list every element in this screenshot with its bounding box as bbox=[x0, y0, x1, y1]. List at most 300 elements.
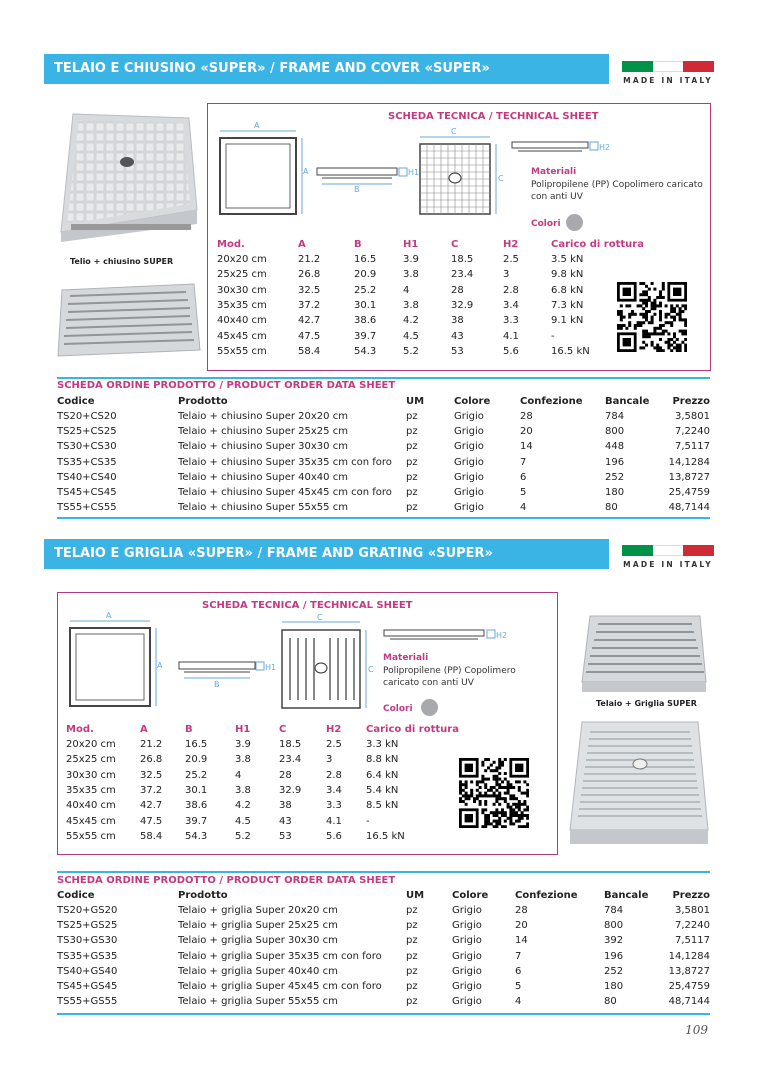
table-cell: 4 bbox=[515, 996, 522, 1008]
table-cell: Grigio bbox=[452, 905, 482, 917]
table-cell: 7 bbox=[520, 456, 527, 468]
table-cell: 7,2240 bbox=[675, 426, 710, 438]
column-header: H2 bbox=[326, 724, 342, 735]
table-cell: 20 bbox=[515, 920, 528, 932]
order-bottom-rule bbox=[57, 1013, 710, 1015]
table-cell: 7,5117 bbox=[675, 935, 710, 947]
table-cell: 4.1 bbox=[326, 815, 342, 827]
colors-label: Colori bbox=[531, 219, 561, 229]
table-cell: 25,4759 bbox=[668, 981, 710, 993]
table-cell: 38.6 bbox=[185, 800, 208, 812]
table-row bbox=[57, 470, 710, 485]
table-cell: 18.5 bbox=[279, 739, 302, 751]
table-row bbox=[66, 752, 476, 767]
dim-c-label: C bbox=[317, 613, 323, 622]
table-cell: 5.6 bbox=[503, 345, 519, 357]
table-cell: 3.8 bbox=[235, 754, 251, 766]
grating-product-photo bbox=[568, 718, 711, 850]
table-cell: Grigio bbox=[454, 441, 484, 453]
dim-c-side-label: C bbox=[368, 665, 374, 674]
dim-a-label: A bbox=[106, 612, 112, 620]
column-header: C bbox=[279, 724, 287, 735]
table-cell: 7,2240 bbox=[675, 920, 710, 932]
table-cell: 3,5801 bbox=[675, 905, 710, 917]
table-cell: TS40+GS40 bbox=[57, 965, 118, 977]
table-row bbox=[66, 768, 476, 783]
table-cell: 32.9 bbox=[451, 300, 474, 312]
table-cell: 3.8 bbox=[403, 269, 419, 281]
table-cell: 48,7144 bbox=[668, 502, 710, 514]
table-cell: 25,4759 bbox=[668, 487, 710, 499]
table-cell: 4.5 bbox=[235, 815, 251, 827]
table-cell: 23.4 bbox=[279, 754, 302, 766]
table-cell: Telaio + chiusino Super 20x20 cm bbox=[178, 411, 348, 423]
table-cell: 2.5 bbox=[326, 739, 342, 751]
table-cell: 13,8727 bbox=[668, 471, 710, 483]
table-cell: Telaio + chiusino Super 55x55 cm bbox=[178, 502, 348, 514]
table-cell: 30.1 bbox=[185, 785, 208, 797]
grating-photo-caption: Telaio + Griglia SUPER bbox=[596, 699, 697, 708]
table-cell: pz bbox=[406, 981, 418, 993]
spec-table bbox=[217, 237, 661, 359]
table-cell: 4.2 bbox=[235, 800, 251, 812]
table-cell: 7,5117 bbox=[675, 441, 710, 453]
table-row bbox=[57, 994, 710, 1009]
table-cell: Grigio bbox=[452, 950, 482, 962]
table-cell: 42.7 bbox=[298, 315, 321, 327]
table-cell: 26.8 bbox=[140, 754, 163, 766]
table-cell: Grigio bbox=[454, 426, 484, 438]
table-row bbox=[217, 328, 661, 343]
table-cell: 20x20 cm bbox=[66, 739, 116, 751]
materials-text: Polipropilene (PP) Copolimero caricato con anti UV bbox=[383, 666, 516, 688]
table-cell: 392 bbox=[604, 935, 624, 947]
dim-c-side-label: C bbox=[498, 174, 504, 183]
table-cell: 3.4 bbox=[503, 300, 519, 312]
dim-h2-label: H2 bbox=[599, 143, 611, 152]
table-cell: 43 bbox=[451, 330, 464, 342]
table-row bbox=[66, 798, 476, 813]
column-header: Colore bbox=[454, 396, 491, 407]
table-cell: 800 bbox=[605, 426, 625, 438]
table-cell: 25x25 cm bbox=[66, 754, 116, 766]
column-header: Colore bbox=[452, 890, 489, 901]
color-swatch-grey bbox=[566, 214, 583, 231]
table-cell: 5.4 kN bbox=[366, 785, 399, 797]
table-cell: 55x55 cm bbox=[217, 345, 267, 357]
table-cell: 32.5 bbox=[298, 284, 321, 296]
table-cell: pz bbox=[406, 411, 418, 423]
table-cell: 4 bbox=[403, 284, 410, 296]
table-row bbox=[217, 267, 661, 282]
table-cell: Telaio + griglia Super 45x45 cm con foro bbox=[178, 981, 382, 993]
cover-product-photo bbox=[55, 112, 200, 244]
table-cell: 4.5 bbox=[403, 330, 419, 342]
table-cell: 30.1 bbox=[354, 300, 377, 312]
table-cell: 2.8 bbox=[326, 769, 342, 781]
table-cell: 6 bbox=[520, 471, 527, 483]
table-cell: 3.3 kN bbox=[366, 739, 399, 751]
table-cell: 45x45 cm bbox=[66, 815, 116, 827]
table-cell: 32.9 bbox=[279, 785, 302, 797]
table-cell: 28 bbox=[451, 284, 464, 296]
table-cell: Telaio + chiusino Super 30x30 cm bbox=[178, 441, 348, 453]
table-row bbox=[57, 409, 710, 424]
dim-b-label: B bbox=[354, 185, 360, 194]
made-in-italy-label: MADE IN ITALY bbox=[623, 560, 713, 569]
materials-text: Polipropilene (PP) Copolimero caricato con anti UV bbox=[531, 180, 703, 202]
table-cell: TS30+CS30 bbox=[57, 441, 117, 453]
colors-label: Colori bbox=[383, 704, 413, 714]
table-row bbox=[57, 500, 710, 515]
table-cell: 37.2 bbox=[298, 300, 321, 312]
table-cell: pz bbox=[406, 441, 418, 453]
table-cell: TS55+GS55 bbox=[57, 996, 118, 1008]
table-row bbox=[57, 903, 710, 918]
table-cell: TS25+CS25 bbox=[57, 426, 117, 438]
table-cell: 14 bbox=[520, 441, 533, 453]
column-header: Codice bbox=[57, 396, 95, 407]
table-row bbox=[57, 485, 710, 500]
table-row bbox=[66, 829, 476, 844]
cover-photo-caption: Telio + chiusino SUPER bbox=[70, 257, 174, 266]
column-header: UM bbox=[406, 890, 425, 901]
table-row bbox=[66, 737, 476, 752]
table-cell: TS45+CS45 bbox=[57, 487, 117, 499]
color-swatch-grey bbox=[421, 699, 438, 716]
table-row bbox=[66, 813, 476, 828]
table-cell: 9.1 kN bbox=[551, 315, 584, 327]
table-cell: 40x40 cm bbox=[66, 800, 116, 812]
column-header: Confezione bbox=[515, 890, 578, 901]
table-cell: 23.4 bbox=[451, 269, 474, 281]
table-cell: 3.5 kN bbox=[551, 254, 584, 266]
order-bottom-rule bbox=[57, 517, 710, 519]
table-cell: 5.2 bbox=[235, 830, 251, 842]
table-cell: 20.9 bbox=[354, 269, 377, 281]
table-cell: Grigio bbox=[454, 411, 484, 423]
column-header: B bbox=[354, 239, 362, 250]
table-row bbox=[217, 252, 661, 267]
dim-h1-label: H1 bbox=[265, 663, 277, 672]
table-cell: 180 bbox=[604, 981, 624, 993]
table-cell: 35x35 cm bbox=[66, 785, 116, 797]
made-in-italy-label: MADE IN ITALY bbox=[623, 76, 713, 85]
table-cell: TS35+CS35 bbox=[57, 456, 117, 468]
table-cell: 20 bbox=[520, 426, 533, 438]
table-cell: Telaio + griglia Super 20x20 cm bbox=[178, 905, 338, 917]
column-header: Carico di rottura bbox=[551, 239, 644, 250]
table-cell: pz bbox=[406, 502, 418, 514]
table-cell: 21.2 bbox=[140, 739, 163, 751]
table-cell: 53 bbox=[279, 830, 292, 842]
table-cell: 2.8 bbox=[503, 284, 519, 296]
table-cell: TS55+CS55 bbox=[57, 502, 117, 514]
table-cell: Grigio bbox=[454, 502, 484, 514]
table-cell: 5 bbox=[515, 981, 522, 993]
table-cell: 6 bbox=[515, 965, 522, 977]
column-header: Prezzo bbox=[672, 396, 710, 407]
table-cell: Telaio + chiusino Super 40x40 cm bbox=[178, 471, 348, 483]
table-row bbox=[57, 424, 710, 439]
table-cell: TS25+GS25 bbox=[57, 920, 118, 932]
order-header-row bbox=[57, 888, 710, 903]
table-cell: pz bbox=[406, 471, 418, 483]
spec-header-row bbox=[66, 722, 476, 737]
table-cell: 3 bbox=[326, 754, 333, 766]
dim-c-label: C bbox=[451, 127, 457, 136]
table-cell: 42.7 bbox=[140, 800, 163, 812]
order-table bbox=[57, 888, 710, 1009]
column-header: Prodotto bbox=[178, 890, 228, 901]
column-header: Bancale bbox=[604, 890, 649, 901]
table-cell: 16.5 bbox=[354, 254, 377, 266]
table-cell: 4.2 bbox=[403, 315, 419, 327]
column-header: Bancale bbox=[605, 396, 650, 407]
table-cell: 16.5 bbox=[185, 739, 208, 751]
table-row bbox=[57, 439, 710, 454]
table-cell: 43 bbox=[279, 815, 292, 827]
table-row bbox=[217, 344, 661, 359]
column-header: H1 bbox=[403, 239, 419, 250]
dim-b-label: B bbox=[214, 680, 220, 689]
table-cell: 196 bbox=[605, 456, 625, 468]
column-header: H2 bbox=[503, 239, 519, 250]
spec-header-row bbox=[217, 237, 661, 252]
table-cell: 48,7144 bbox=[668, 996, 710, 1008]
column-header: C bbox=[451, 239, 459, 250]
table-cell: 18.5 bbox=[451, 254, 474, 266]
table-cell: pz bbox=[406, 996, 418, 1008]
dimension-drawings bbox=[64, 612, 524, 712]
table-cell: 180 bbox=[605, 487, 625, 499]
table-cell: Grigio bbox=[454, 487, 484, 499]
table-cell: pz bbox=[406, 935, 418, 947]
order-top-rule bbox=[57, 377, 710, 379]
table-cell: 55x55 cm bbox=[66, 830, 116, 842]
grating-frame-photo bbox=[580, 612, 708, 694]
dim-h1-label: H1 bbox=[408, 168, 420, 177]
table-cell: 8.5 kN bbox=[366, 800, 399, 812]
table-cell: Telaio + chiusino Super 35x35 cm con foro bbox=[178, 456, 392, 468]
column-header: UM bbox=[406, 396, 425, 407]
table-cell: 3.4 bbox=[326, 785, 342, 797]
order-sheet-title: SCHEDA ORDINE PRODOTTO / PRODUCT ORDER DATA SHEET bbox=[57, 875, 396, 886]
table-cell: 45x45 cm bbox=[217, 330, 267, 342]
table-cell: Grigio bbox=[452, 965, 482, 977]
table-cell: 13,8727 bbox=[668, 965, 710, 977]
materials-title: Materiali bbox=[383, 653, 429, 663]
table-cell: 3.8 bbox=[403, 300, 419, 312]
table-cell: 7.3 kN bbox=[551, 300, 584, 312]
table-cell: 80 bbox=[605, 502, 618, 514]
table-cell: Grigio bbox=[452, 920, 482, 932]
dim-a-side-label: A bbox=[303, 167, 309, 176]
table-cell: 28 bbox=[520, 411, 533, 423]
dim-h2-label: H2 bbox=[496, 631, 508, 640]
table-cell: 30x30 cm bbox=[66, 769, 116, 781]
table-row bbox=[217, 313, 661, 328]
table-cell: 32.5 bbox=[140, 769, 163, 781]
table-row bbox=[57, 933, 710, 948]
qr-code[interactable] bbox=[459, 758, 529, 828]
table-cell: 196 bbox=[604, 950, 624, 962]
table-cell: 5.6 bbox=[326, 830, 342, 842]
materials-title: Materiali bbox=[531, 167, 577, 177]
table-cell: 47.5 bbox=[298, 330, 321, 342]
table-cell: 3,5801 bbox=[675, 411, 710, 423]
made-in-italy-flag bbox=[622, 61, 714, 85]
column-header: Mod. bbox=[217, 239, 245, 250]
table-cell: pz bbox=[406, 456, 418, 468]
technical-sheet-title: SCHEDA TECNICA / TECHNICAL SHEET bbox=[388, 111, 599, 122]
column-header: B bbox=[185, 724, 193, 735]
page-number: 109 bbox=[685, 1023, 708, 1037]
table-cell: pz bbox=[406, 426, 418, 438]
column-header: Carico di rottura bbox=[366, 724, 459, 735]
table-row bbox=[57, 979, 710, 994]
table-cell: 38 bbox=[279, 800, 292, 812]
table-cell: 6.8 kN bbox=[551, 284, 584, 296]
table-cell: 5 bbox=[520, 487, 527, 499]
table-cell: Grigio bbox=[452, 981, 482, 993]
made-in-italy-flag bbox=[622, 545, 714, 569]
table-cell: 3.3 bbox=[326, 800, 342, 812]
column-header: Codice bbox=[57, 890, 95, 901]
table-cell: Grigio bbox=[452, 996, 482, 1008]
qr-code[interactable] bbox=[617, 282, 687, 352]
column-header: H1 bbox=[235, 724, 251, 735]
table-cell: pz bbox=[406, 487, 418, 499]
table-cell: 7 bbox=[515, 950, 522, 962]
table-cell: 14,1284 bbox=[668, 456, 710, 468]
table-cell: Grigio bbox=[452, 935, 482, 947]
order-header-row bbox=[57, 394, 710, 409]
table-cell: 25.2 bbox=[185, 769, 208, 781]
column-header: Confezione bbox=[520, 396, 583, 407]
table-cell: TS45+GS45 bbox=[57, 981, 118, 993]
table-cell: 54.3 bbox=[354, 345, 377, 357]
column-header: Mod. bbox=[66, 724, 94, 735]
column-header: A bbox=[298, 239, 306, 250]
table-cell: 8.8 kN bbox=[366, 754, 399, 766]
table-cell: pz bbox=[406, 965, 418, 977]
table-cell: 6.4 kN bbox=[366, 769, 399, 781]
table-cell: 3.9 bbox=[235, 739, 251, 751]
technical-sheet-title: SCHEDA TECNICA / TECHNICAL SHEET bbox=[202, 600, 413, 611]
table-cell: 3.3 bbox=[503, 315, 519, 327]
column-header: Prezzo bbox=[672, 890, 710, 901]
table-cell: TS30+GS30 bbox=[57, 935, 118, 947]
table-row bbox=[217, 283, 661, 298]
table-row bbox=[57, 964, 710, 979]
table-row bbox=[57, 455, 710, 470]
table-cell: 252 bbox=[605, 471, 625, 483]
table-cell: 252 bbox=[604, 965, 624, 977]
table-cell: 14 bbox=[515, 935, 528, 947]
table-cell: Telaio + griglia Super 25x25 cm bbox=[178, 920, 338, 932]
table-cell: 2.5 bbox=[503, 254, 519, 266]
table-cell: 4 bbox=[520, 502, 527, 514]
table-cell: 448 bbox=[605, 441, 625, 453]
section-banner-frame-cover: TELAIO E CHIUSINO «SUPER» / FRAME AND COVER «SUPER» bbox=[44, 54, 609, 84]
table-cell: 58.4 bbox=[140, 830, 163, 842]
table-cell: 38 bbox=[451, 315, 464, 327]
table-cell: 20.9 bbox=[185, 754, 208, 766]
table-row bbox=[57, 918, 710, 933]
table-cell: 38.6 bbox=[354, 315, 377, 327]
table-cell: 35x35 cm bbox=[217, 300, 267, 312]
table-cell: 16.5 kN bbox=[551, 345, 590, 357]
table-cell: 784 bbox=[605, 411, 625, 423]
table-row bbox=[66, 783, 476, 798]
dim-a-side-label: A bbox=[157, 661, 163, 670]
order-sheet-title: SCHEDA ORDINE PRODOTTO / PRODUCT ORDER DATA SHEET bbox=[57, 380, 396, 391]
dim-a-label: A bbox=[254, 122, 260, 130]
table-cell: 3 bbox=[503, 269, 510, 281]
table-cell: Telaio + griglia Super 35x35 cm con foro bbox=[178, 950, 382, 962]
table-cell: 800 bbox=[604, 920, 624, 932]
table-row bbox=[217, 298, 661, 313]
table-cell: TS20+CS20 bbox=[57, 411, 117, 423]
column-header: A bbox=[140, 724, 148, 735]
table-cell: Telaio + chiusino Super 25x25 cm bbox=[178, 426, 348, 438]
table-cell: Telaio + griglia Super 55x55 cm bbox=[178, 996, 338, 1008]
table-cell: 25x25 cm bbox=[217, 269, 267, 281]
table-cell: 39.7 bbox=[185, 815, 208, 827]
table-cell: 20x20 cm bbox=[217, 254, 267, 266]
table-cell: 26.8 bbox=[298, 269, 321, 281]
table-cell: 28 bbox=[515, 905, 528, 917]
table-cell: 54.3 bbox=[185, 830, 208, 842]
table-cell: 4.1 bbox=[503, 330, 519, 342]
table-cell: 80 bbox=[604, 996, 617, 1008]
table-cell: 9.8 kN bbox=[551, 269, 584, 281]
table-cell: 3.8 bbox=[235, 785, 251, 797]
table-cell: - bbox=[366, 815, 370, 827]
table-cell: 25.2 bbox=[354, 284, 377, 296]
spec-table bbox=[66, 722, 476, 844]
table-cell: 40x40 cm bbox=[217, 315, 267, 327]
table-cell: 14,1284 bbox=[668, 950, 710, 962]
table-cell: 16.5 kN bbox=[366, 830, 405, 842]
table-cell: Grigio bbox=[454, 456, 484, 468]
table-cell: pz bbox=[406, 950, 418, 962]
table-cell: TS20+GS20 bbox=[57, 905, 118, 917]
table-cell: Telaio + chiusino Super 45x45 cm con foro bbox=[178, 487, 392, 499]
table-cell: pz bbox=[406, 905, 418, 917]
table-cell: 53 bbox=[451, 345, 464, 357]
order-top-rule bbox=[57, 871, 710, 873]
table-row bbox=[57, 949, 710, 964]
table-cell: 21.2 bbox=[298, 254, 321, 266]
table-cell: 4 bbox=[235, 769, 242, 781]
table-cell: 30x30 cm bbox=[217, 284, 267, 296]
table-cell: TS40+CS40 bbox=[57, 471, 117, 483]
table-cell: 47.5 bbox=[140, 815, 163, 827]
section-banner-frame-grating: TELAIO E GRIGLIA «SUPER» / FRAME AND GRATING «SUPER» bbox=[44, 539, 609, 569]
table-cell: Telaio + griglia Super 40x40 cm bbox=[178, 965, 338, 977]
column-header: Prodotto bbox=[178, 396, 228, 407]
table-cell: Telaio + griglia Super 30x30 cm bbox=[178, 935, 338, 947]
table-cell: 28 bbox=[279, 769, 292, 781]
table-cell: 58.4 bbox=[298, 345, 321, 357]
table-cell: Grigio bbox=[454, 471, 484, 483]
table-cell: 784 bbox=[604, 905, 624, 917]
table-cell: 37.2 bbox=[140, 785, 163, 797]
table-cell: TS35+GS35 bbox=[57, 950, 118, 962]
table-cell: 5.2 bbox=[403, 345, 419, 357]
